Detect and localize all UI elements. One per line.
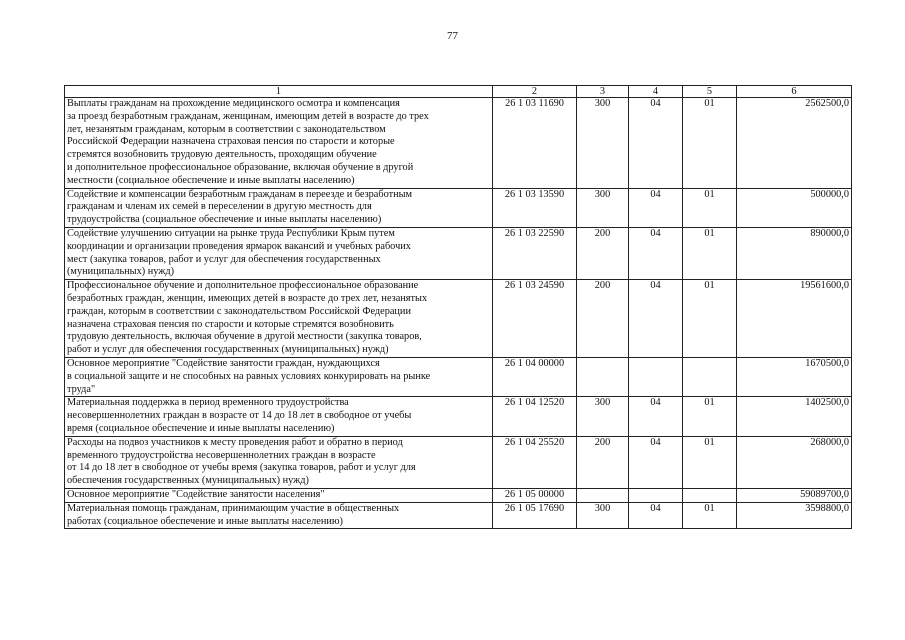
row-col-4: 04	[629, 436, 683, 488]
row-amount: 59089700,0	[737, 488, 852, 502]
header-col-6: 6	[737, 86, 852, 98]
row-code: 26 1 03 22590	[493, 227, 577, 279]
row-description: Материальная поддержка в период временного трудоустройства несовершеннолетних граждан в возрасте от 14 до 18 лет в свободное от учебы время (социальное обеспечение и иные выплаты населению)	[65, 397, 493, 436]
table-row	[65, 502, 852, 529]
table-row	[65, 188, 852, 227]
row-description: Расходы на подвоз участников к месту проведения работ и обратно в период временного трудоустройства несовершеннолетних граждан в возрасте от 14 до 18 лет в свободное от учебы время (закупка товаров, работ и услуг для обеспечения государственных (муниципальных) нужд)	[65, 436, 493, 488]
row-col-3	[577, 488, 629, 502]
row-col-5: 01	[683, 188, 737, 227]
row-amount: 19561600,0	[737, 280, 852, 358]
table-row	[65, 436, 852, 488]
row-col-3: 200	[577, 436, 629, 488]
row-description: Основное мероприятие "Содействие занятости граждан, нуждающихся в социальной защите и не способных на равных условиях конкурировать на рынке труда"	[65, 357, 493, 396]
header-col-4: 4	[629, 86, 683, 98]
row-col-3: 200	[577, 227, 629, 279]
table-row	[65, 357, 852, 396]
row-col-4: 04	[629, 502, 683, 529]
row-amount: 3598800,0	[737, 502, 852, 529]
row-amount: 2562500,0	[737, 98, 852, 189]
row-description: Материальная помощь гражданам, принимающим участие в общественных работах (социальное обеспечение и иные выплаты населению)	[65, 502, 493, 529]
row-col-4: 04	[629, 188, 683, 227]
row-description: Основное мероприятие "Содействие занятости населения"	[65, 488, 493, 502]
row-amount: 890000,0	[737, 227, 852, 279]
row-code: 26 1 05 00000	[493, 488, 577, 502]
row-col-4: 04	[629, 98, 683, 189]
row-col-3	[577, 357, 629, 396]
row-col-5: 01	[683, 436, 737, 488]
row-code: 26 1 05 17690	[493, 502, 577, 529]
row-code: 26 1 03 24590	[493, 280, 577, 358]
row-code: 26 1 04 25520	[493, 436, 577, 488]
row-code: 26 1 03 13590	[493, 188, 577, 227]
table-row	[65, 488, 852, 502]
row-col-5: 01	[683, 98, 737, 189]
table-row	[65, 227, 852, 279]
row-col-5: 01	[683, 502, 737, 529]
row-col-3: 300	[577, 98, 629, 189]
header-col-5: 5	[683, 86, 737, 98]
header-col-2: 2	[493, 86, 577, 98]
row-code: 26 1 04 12520	[493, 397, 577, 436]
row-col-5	[683, 357, 737, 396]
row-col-4	[629, 357, 683, 396]
row-col-4: 04	[629, 280, 683, 358]
row-amount: 500000,0	[737, 188, 852, 227]
table-row	[65, 280, 852, 358]
row-col-3: 300	[577, 502, 629, 529]
row-col-4: 04	[629, 227, 683, 279]
header-col-3: 3	[577, 86, 629, 98]
row-col-5: 01	[683, 397, 737, 436]
row-col-3: 300	[577, 188, 629, 227]
row-col-5	[683, 488, 737, 502]
row-col-3: 200	[577, 280, 629, 358]
row-amount: 1402500,0	[737, 397, 852, 436]
row-col-5: 01	[683, 227, 737, 279]
row-description: Содействие улучшению ситуации на рынке труда Республики Крым путем координации и организации проведения ярмарок вакансий и учебных рабочих мест (закупка товаров, работ и услуг для обеспечения государственных (муниципальных) нужд)	[65, 227, 493, 279]
page-number: 77	[447, 30, 458, 42]
row-amount: 1670500,0	[737, 357, 852, 396]
header-col-1: 1	[65, 86, 493, 98]
row-description: Содействие и компенсации безработным гражданам в переезде и безработным гражданам и членам их семей в переселении в другую местность для трудоустройства (социальное обеспечение и иные выплаты населению)	[65, 188, 493, 227]
table-header-row	[65, 86, 852, 98]
row-col-3: 300	[577, 397, 629, 436]
row-description: Профессиональное обучение и дополнительное профессиональное образование безработных граждан, женщин, имеющих детей в возрасте до трех лет, незанятых граждан, которым в соответствии с законодательством Российской Федерации назначена страховая пенсия по старости и которые стремятся возобновить трудовую деятельность, включая обучение в другой местности (закупка товаров, работ и услуг для обеспечения государственных (муниципальных) нужд)	[65, 280, 493, 358]
row-code: 26 1 03 11690	[493, 98, 577, 189]
row-col-4: 04	[629, 397, 683, 436]
table-row	[65, 98, 852, 189]
budget-table	[64, 85, 852, 529]
row-col-4	[629, 488, 683, 502]
row-amount: 268000,0	[737, 436, 852, 488]
row-code: 26 1 04 00000	[493, 357, 577, 396]
row-col-5: 01	[683, 280, 737, 358]
table-row	[65, 397, 852, 436]
row-description: Выплаты гражданам на прохождение медицинского осмотра и компенсация за проезд безработным гражданам, женщинам, имеющим детей в возрасте до трех лет, незанятым гражданам, которым в соответствии с законодательством Российской Федерации назначена страховая пенсия по старости и которые стремятся возобновить трудовую деятельность, проходящим обучение и дополнительное профессиональное образование, включая обучение в другой местности (социальное обеспечение и иные выплаты населению)	[65, 98, 493, 189]
